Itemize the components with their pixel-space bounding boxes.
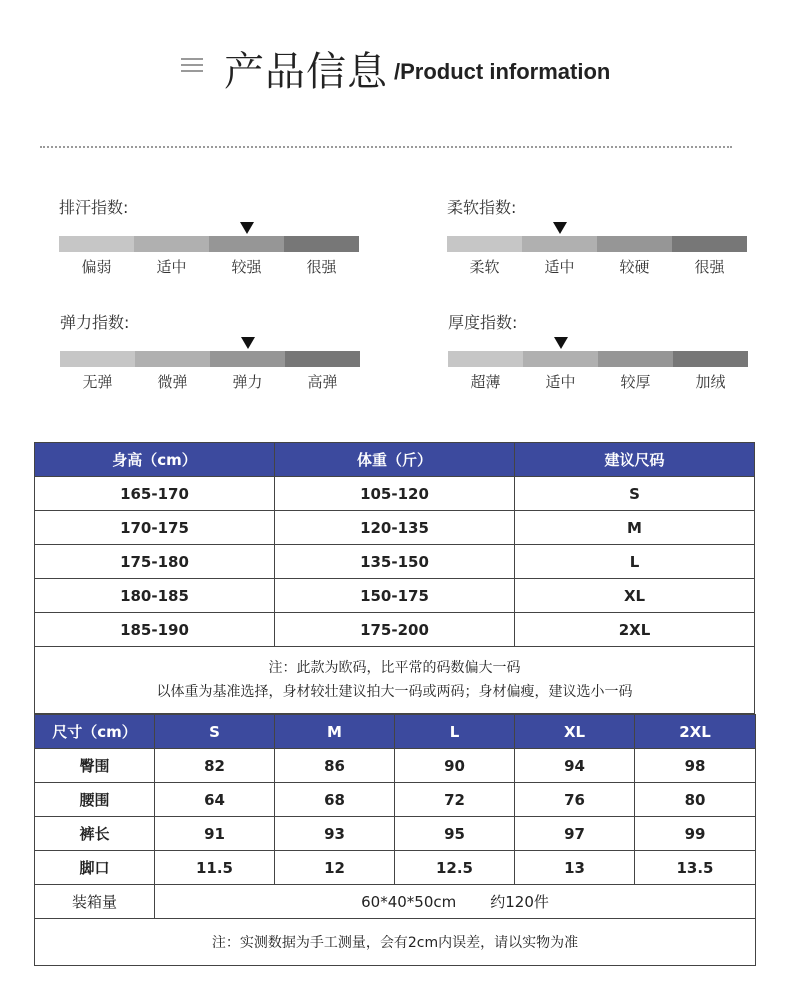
index-label: 排汗指数:	[59, 198, 129, 217]
size-note-row	[35, 647, 755, 714]
size-note-line2: 以体重为基准选择，身材较壮建议拍大一码或两码；身材偏瘦，建议选小一码	[156, 684, 633, 700]
table-cell: 11.5	[155, 851, 275, 885]
page-title: 产品信息	[224, 49, 388, 95]
table-cell: 91	[155, 817, 275, 851]
measure-note-row	[35, 919, 756, 966]
measurement-table	[34, 714, 756, 966]
index-option: 很强	[306, 258, 337, 276]
size-note-line1: 注：此款为欧码，比平常的码数偏大一码	[268, 660, 521, 676]
index-option: 弹力	[232, 373, 263, 391]
index-option: 高弹	[307, 373, 338, 391]
index-option: 适中	[544, 258, 575, 276]
column-header: L	[395, 715, 515, 749]
column-header: M	[275, 715, 395, 749]
table-cell: 68	[275, 783, 395, 817]
table-cell: 175-200	[275, 613, 515, 647]
table-cell: 94	[515, 749, 635, 783]
index-option: 很强	[694, 258, 725, 276]
table-cell: 90	[395, 749, 515, 783]
index-option: 微弹	[157, 373, 188, 391]
table-cell: 150-175	[275, 579, 515, 613]
column-header: 建议尺码	[515, 443, 755, 477]
table-cell: 105-120	[275, 477, 515, 511]
index-option: 较硬	[619, 258, 650, 276]
column-header: 尺寸（cm）	[35, 715, 155, 749]
table-cell: 80	[635, 783, 756, 817]
index-bar	[448, 351, 748, 367]
measure-note: 注：实测数据为手工测量，会有2cm内误差，请以实物为准	[35, 919, 756, 966]
index-option: 适中	[545, 373, 576, 391]
table-cell: 12	[275, 851, 395, 885]
table-cell: 13	[515, 851, 635, 885]
table-cell: 86	[275, 749, 395, 783]
index-option: 较强	[231, 258, 262, 276]
table-cell: 腰围	[35, 783, 155, 817]
table-header-row	[35, 443, 755, 477]
packing-qty: 约120件	[490, 893, 549, 911]
table-cell: 120-135	[275, 511, 515, 545]
packing-row	[35, 885, 756, 919]
index-bar	[60, 351, 360, 367]
table-cell: 82	[155, 749, 275, 783]
menu-lines-icon	[181, 58, 203, 72]
table-cell: 76	[515, 783, 635, 817]
table-cell: S	[515, 477, 755, 511]
table-cell: 97	[515, 817, 635, 851]
index-option: 较厚	[620, 373, 651, 391]
table-cell: 135-150	[275, 545, 515, 579]
table-cell: 99	[635, 817, 756, 851]
table-cell: 72	[395, 783, 515, 817]
packing-value	[155, 885, 756, 919]
table-cell: 13.5	[635, 851, 756, 885]
table-cell: 64	[155, 783, 275, 817]
table-row	[35, 749, 756, 783]
page-subtitle: /Product information	[394, 59, 611, 84]
index-label: 厚度指数:	[448, 313, 518, 332]
table-cell: 180-185	[35, 579, 275, 613]
table-cell: 裤长	[35, 817, 155, 851]
table-cell: 93	[275, 817, 395, 851]
table-cell: L	[515, 545, 755, 579]
table-cell: 170-175	[35, 511, 275, 545]
dotted-divider	[40, 146, 732, 148]
header	[0, 40, 790, 100]
table-row	[35, 477, 755, 511]
index-option: 适中	[156, 258, 187, 276]
table-cell: 185-190	[35, 613, 275, 647]
indicator-arrow-icon	[240, 222, 254, 234]
index-bar	[59, 236, 359, 252]
column-header: 体重（斤）	[275, 443, 515, 477]
size-recommendation-table	[34, 442, 755, 714]
index-elasticity	[60, 313, 360, 392]
table-cell: 2XL	[515, 613, 755, 647]
table-row	[35, 511, 755, 545]
table-cell: M	[515, 511, 755, 545]
table-cell: XL	[515, 579, 755, 613]
index-label: 弹力指数:	[60, 313, 130, 332]
index-bar	[447, 236, 747, 252]
table-cell: 165-170	[35, 477, 275, 511]
index-option: 柔软	[469, 258, 500, 276]
index-option: 加绒	[695, 373, 726, 391]
column-header: S	[155, 715, 275, 749]
column-header: 身高（cm）	[35, 443, 275, 477]
table-row	[35, 783, 756, 817]
table-row	[35, 579, 755, 613]
table-cell: 98	[635, 749, 756, 783]
column-header: XL	[515, 715, 635, 749]
table-row	[35, 613, 755, 647]
table-cell: 脚口	[35, 851, 155, 885]
column-header: 2XL	[635, 715, 756, 749]
indicator-arrow-icon	[553, 222, 567, 234]
index-sweat	[59, 198, 359, 277]
table-cell: 175-180	[35, 545, 275, 579]
table-row	[35, 817, 756, 851]
index-thickness	[448, 313, 748, 392]
table-row	[35, 545, 755, 579]
index-option: 无弹	[82, 373, 113, 391]
indicator-arrow-icon	[554, 337, 568, 349]
index-option: 超薄	[470, 373, 501, 391]
table-cell: 臀围	[35, 749, 155, 783]
index-option: 偏弱	[81, 258, 112, 276]
size-note	[35, 647, 755, 714]
table-header-row	[35, 715, 756, 749]
index-softness	[447, 198, 747, 277]
packing-size: 60*40*50cm	[361, 893, 457, 911]
table-row	[35, 851, 756, 885]
table-cell: 95	[395, 817, 515, 851]
index-label: 柔软指数:	[447, 198, 517, 217]
indicator-arrow-icon	[241, 337, 255, 349]
packing-label: 装箱量	[35, 885, 155, 919]
table-cell: 12.5	[395, 851, 515, 885]
